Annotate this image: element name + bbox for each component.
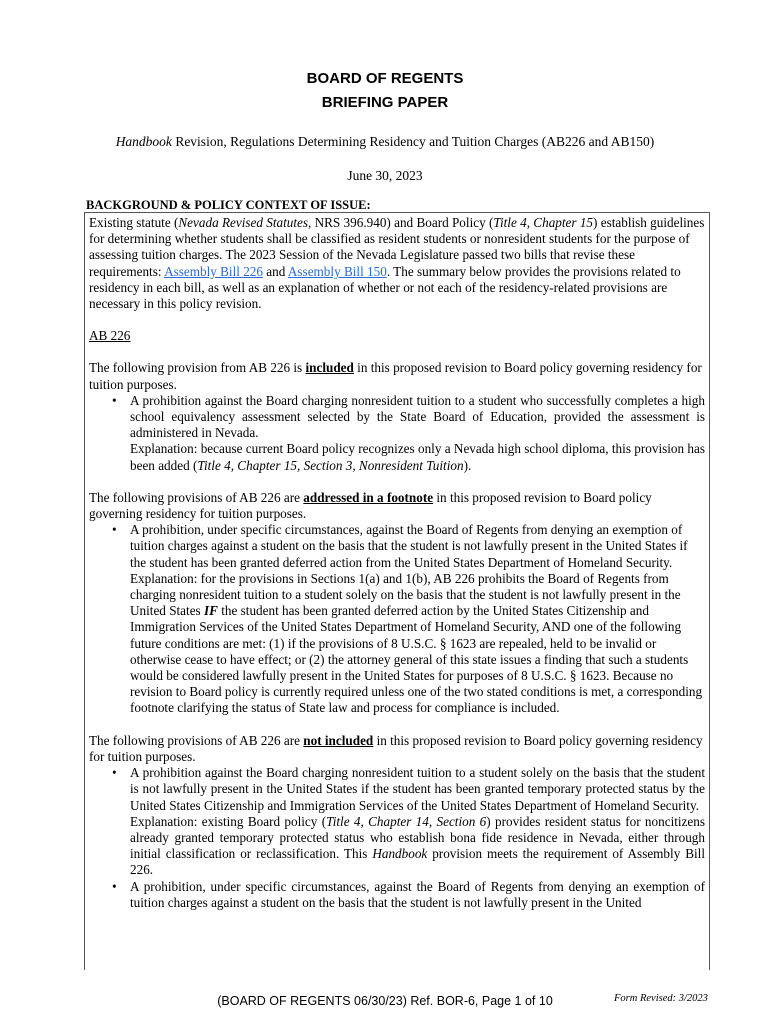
- list-item: • A prohibition against the Board charging nonresident tuition to a student who successfully completes a high school equivalency assessment selected by the State Board of Education, provided the assessment is administered in Nevada. Explanation: because current Board policy recognizes only a Nevada high school diploma, this provision has been added (Title 4, Chapter 15, Section 3, Nonresident Tuition).: [112, 392, 705, 473]
- list-item: • A prohibition against the Board charging nonresident tuition to a student solely on the basis that the student is not lawfully present in the United States if the student has been granted temporary protected status by the United States Citizenship and Immigration Services of the United States Department of Homeland Security. Explanation: existing Board policy (Title 4, Chapter 14, Section 6) provides resident status for noncitizens already granted temporary protected status who establish bona fide residence in Nevada, either through initial classification or reclassification. This Handbook provision meets the requirement of Assembly Bill 226.: [112, 765, 706, 878]
- not-included-keyword: not included: [303, 732, 374, 748]
- assembly-bill-226-link[interactable]: Assembly Bill 226: [164, 263, 263, 279]
- document-subtitle: BRIEFING PAPER: [321, 94, 449, 111]
- not-included-intro: The following provisions of AB 226 are not included in this proposed revision to Board policy governing residency for tuition purposes.: [89, 732, 703, 764]
- page-footer: (BOARD OF REGENTS 06/30/23) Ref. BOR-6, Page 1 of 10: [217, 994, 553, 1008]
- footnote-intro: The following provisions of AB 226 are addressed in a footnote in this proposed revision to Board policy governing residency for tuition purposes.: [89, 489, 652, 522]
- included-keyword: included: [305, 360, 354, 376]
- included-list: [89, 393, 705, 474]
- document-title: BOARD OF REGENTS: [306, 70, 464, 87]
- bullet-icon: •: [112, 878, 117, 894]
- not-included-list: [89, 765, 705, 911]
- list-item: • A prohibition, under specific circumstances, against the Board of Regents from denying an exemption of tuition charges against a student on the basis that the student is not lawfully present in the United States if the student has been granted deferred action from the United States Department of Homeland Security. Explanation: for the provisions in Sections 1(a) and 1(b), AB 226 prohibits the Board of Regents from charging nonresident tuition to a student solely on the basis that the student is not lawfully present in the United States IF the student has been granted deferred action by the United States Citizenship and Immigration Services of the United States Department of Homeland Security, AND one of the following future conditions are met: (1) if the provisions of 8 U.S.C. § 1623 are repealed, held to be invalid or otherwise cease to have effect; or (2) the attorney general of this state issues a finding that such a students would be considered lawfully present in the United States for purposes of 8 U.S.C. § 1623. Because no revision to Board policy is currently required unless one of the two stated conditions is met, a corresponding footnote clarifying the status of State law and process for compliance is included.: [112, 522, 703, 716]
- footnote-list: [89, 522, 705, 716]
- list-item: • A prohibition, under specific circumstances, against the Board of Regents from denying an exemption of tuition charges against a student on the basis that the student is not lawfully present in the United: [112, 878, 705, 910]
- content-box: [84, 212, 710, 970]
- footnote-keyword: addressed in a footnote: [303, 489, 434, 505]
- bullet-icon: •: [112, 522, 117, 538]
- bullet-icon: •: [112, 392, 117, 408]
- briefing-date: June 30, 2023: [347, 168, 423, 183]
- briefing-topic: [0, 134, 770, 150]
- bullet-icon: •: [112, 765, 117, 781]
- included-intro: The following provision from AB 226 is included in this proposed revision to Board policy governing residency for tuition purposes.: [89, 360, 702, 392]
- ab226-heading: AB 226: [89, 328, 131, 344]
- topic-text: Revision, Regulations Determining Residency and Tuition Charges (AB226 and AB150): [171, 134, 655, 149]
- assembly-bill-150-link[interactable]: Assembly Bill 150: [287, 263, 387, 279]
- handbook-italic: Handbook: [115, 134, 172, 149]
- section-label: BACKGROUND & POLICY CONTEXT OF ISSUE:: [86, 198, 371, 212]
- form-revised-note: Form Revised: 3/2023: [614, 993, 708, 1004]
- intro-paragraph: Existing statute (Nevada Revised Statutes, NRS 396.940) and Board Policy (Title 4, Chapter 15) establish guidelines for determining whether students shall be classified as resident students or nonresident students for the purpose of assessing tuition charges. The 2023 Session of the Nevada Legislature passed two bills that revise these requirements: Assembly Bill 226 and Assembly Bill 150. The summary below provides the provisions related to residency in each bill, as well as an explanation of whether or not each of the residency-related provisions are necessary in this policy revision.: [89, 215, 705, 312]
